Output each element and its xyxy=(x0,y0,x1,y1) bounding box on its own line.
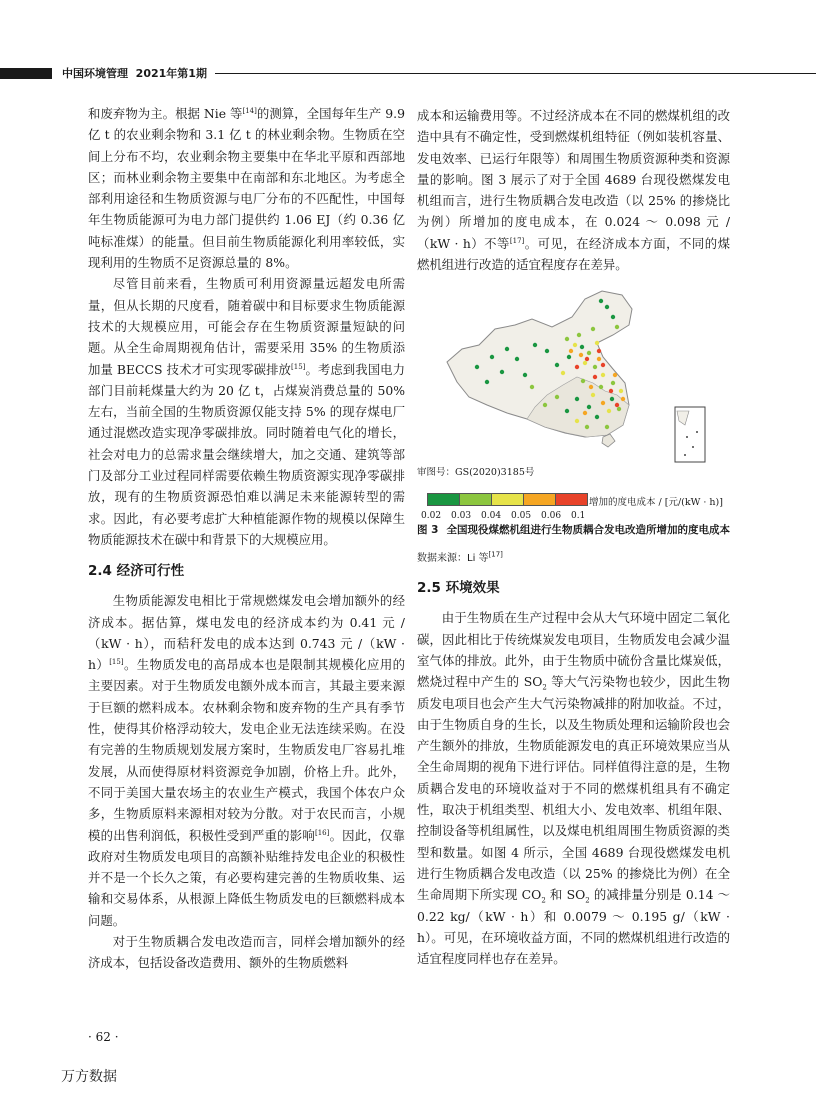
header-bar xyxy=(0,68,52,79)
paragraph: 生物质能源发电相比于常规燃煤发电会增加额外的经济成本。据估算，煤电发电的经济成本约为 0.41 元 /（kW · h），而秸秆发电的成本达到 0.743 元 /（kW · h）[15]。生物质发电的高昂成本也是限制其规模化应用的主要因素。对于生物质发电额外成本而言，其最主要来源于巨额的燃料成本。农林剩余物和废弃物的生产具有季节性，使得其价格浮动较大，发电企业无法连续采购。在没有完善的生物质规划发展方案时，生物质发电厂容易扎堆发展，从而使得原材料资源竞争加剧，价格上升。此外，不同于美国大量农场主的农业生产模式，我国个体农户众多，生物质原料来源相对较为分散。对于农民而言，小规模的出售利润低，积极性受到严重的影响[16]。因此，仅靠政府对生物质发电项目的高额补贴维持发电企业的积极性并不是一个长久之策，有必要构建完善的生物质收集、运输和交易体系，从根源上降低生物质发电的巨额燃料成本问题。 xyxy=(88,593,406,928)
paragraph: 和废弃物为主。根据 Nie 等[14]的测算，全国每年生产 9.9 亿 t 的农业剩余物和 3.1 亿 t 的林业剩余物。生物质在空间上分布不均，农业剩余物主要集中在华北平原和西部地区；而林业剩余物主要集中在南部和东北地区。为考虑全部利用途径和生物质资源与电厂分布的不匹配性，中国每年生物质能源可为电力部门提供约 1.06 EJ（约 0.36 亿吨标准煤）的能量。但目前生物质能源化利用率较低，实现利用的生物质不足资源总量的 8%。 xyxy=(88,106,405,271)
database-watermark: 万方数据 xyxy=(61,1069,117,1085)
citation[interactable]: [15] xyxy=(109,658,124,666)
issue-label: 2021年第1期 xyxy=(135,67,207,80)
left-column xyxy=(88,103,405,974)
section-heading-2-5: 2.5 环境效果 xyxy=(417,580,500,597)
map-legend xyxy=(417,491,730,522)
legend-title: 增加的度电成本 / [元/(kW · h)] xyxy=(589,497,723,509)
figure-3-map xyxy=(417,287,730,487)
right-column xyxy=(417,105,730,969)
citation[interactable]: [15] xyxy=(291,362,306,371)
legend-swatch xyxy=(459,493,492,506)
page-number: · 62 · xyxy=(88,1030,119,1044)
china-map-image xyxy=(417,287,730,467)
journal-name: 中国环境管理 xyxy=(62,67,128,80)
paragraph: 成本和运输费用等。不过经济成本在不同的燃煤机组的改造中具有不确定性，受到燃煤机组特征（例如装机容量、发电效率、已运行年限等）和周围生物质资源种类和资源量的影响。图 3 展示了对于全国 4689 台现役燃煤发电机组而言，进行生物质耦合发电改造（以 25% 的掺烧比为例）所增加的度电成本，在 0.024 ～ 0.098 元 /（kW · h）不等[17]。可见，在经济成本方面，不同的煤燃机组进行改造的适宜程度存在差异。 xyxy=(417,108,731,273)
legend-swatch xyxy=(491,493,524,506)
figure-number: 图 3 xyxy=(417,524,439,537)
legend-tick-label: 0.03 xyxy=(451,511,472,522)
paragraph: 尽管目前来看，生物质可利用资源量远超发电所需量，但从长期的尺度看，随着碳中和目标要求生物质能源技术的大规模应用，可能会存在生物质资源量短缺的问题。从全生命周期视角估计，需要采用 35% 的生物质添加量 BECCS 技术才可实现零碳排放[15]。考虑到我国电力部门目前耗煤量大约为 20 亿 t，占煤炭消费总量的 50% 左右，当前全国的生物质资源仅能支持 5% 的现存煤电厂通过混燃改造实现净零碳排放。同时随着电气化的增长，社会对电力的总需求量会继续增大，加之交通、建筑等部门及部分工业过程同样需要依赖生物质资源实现净零碳排放，现有的生物质资源恐怕难以满足未来能源转型的需求。因此，有必要考虑扩大种植能源作物的规模以保障生物质能源技术在碳中和背景下的大规模应用。 xyxy=(88,276,405,547)
figure-source: 数据来源：Li 等[17] xyxy=(417,551,503,565)
citation[interactable]: [17] xyxy=(488,551,503,560)
section-heading-2-4: 2.4 经济可行性 xyxy=(88,563,185,580)
legend-swatch xyxy=(427,493,460,506)
map-approval-number: 审图号：GS(2020)3185号 xyxy=(417,467,535,479)
legend-color-scale xyxy=(427,493,587,506)
legend-swatch xyxy=(523,493,556,506)
legend-tick-label: 0.02 xyxy=(421,511,442,522)
citation[interactable]: [16] xyxy=(314,828,330,837)
paragraph: 由于生物质在生产过程中会从大气环境中固定二氧化碳，因此相比于传统煤炭发电项目，生物质发电会减少温室气体的排放。此外，由于生物质中硫份含量比煤炭低，燃烧过程中产生的 $SO_2$ 等大气污染物也较少，因此生物质发电项目也会产生大气污染物减排的附加收益。不过，由于生物质自身的生长，以及生物质处理和运输阶段也会产生额外的排放，生物质能源发电的真正环境效果应当从全生命周期的视角下进行评估。同样值得注意的是，生物质耦合发电的环境收益对于不同的燃煤机组具有不确定性，取决于机组类型、机组大小、发电效率、机组年限、控制设备等机组属性，以及煤电机组周围生物质资源的类型和数量。如图 4 所示，全国 4689 台现役燃煤发电机进行生物质耦合发电改造（以 25% 的掺烧比为例）在全生命周期下所实现 $CO_2$ 和 $SO_2$ 的减排量分别是 0.14 ～ 0.22 kg/（kW · h）和 0.0079 ～ 0.195 g/（kW · h）。可见，在环境收益方面，不同的燃煤机组进行改造的适宜程度同样也存在差异。 xyxy=(417,610,731,967)
paragraph: 对于生物质耦合发电改造而言，同样会增加额外的经济成本，包括设备改造费用、额外的生物质燃料 xyxy=(88,933,405,971)
legend-tick-label: 0.1 xyxy=(571,511,586,522)
citation[interactable]: [17] xyxy=(509,236,525,245)
legend-tick-label: 0.05 xyxy=(511,511,532,522)
running-header xyxy=(62,65,207,81)
legend-tick-label: 0.06 xyxy=(541,511,562,522)
figure-caption-text: 全国现役煤燃机组进行生物质耦合发电改造所增加的度电成本 xyxy=(446,524,730,537)
header-rule xyxy=(215,73,816,74)
citation[interactable]: [14] xyxy=(242,106,257,115)
legend-tick-label: 0.04 xyxy=(481,511,502,522)
legend-swatch xyxy=(555,493,588,506)
